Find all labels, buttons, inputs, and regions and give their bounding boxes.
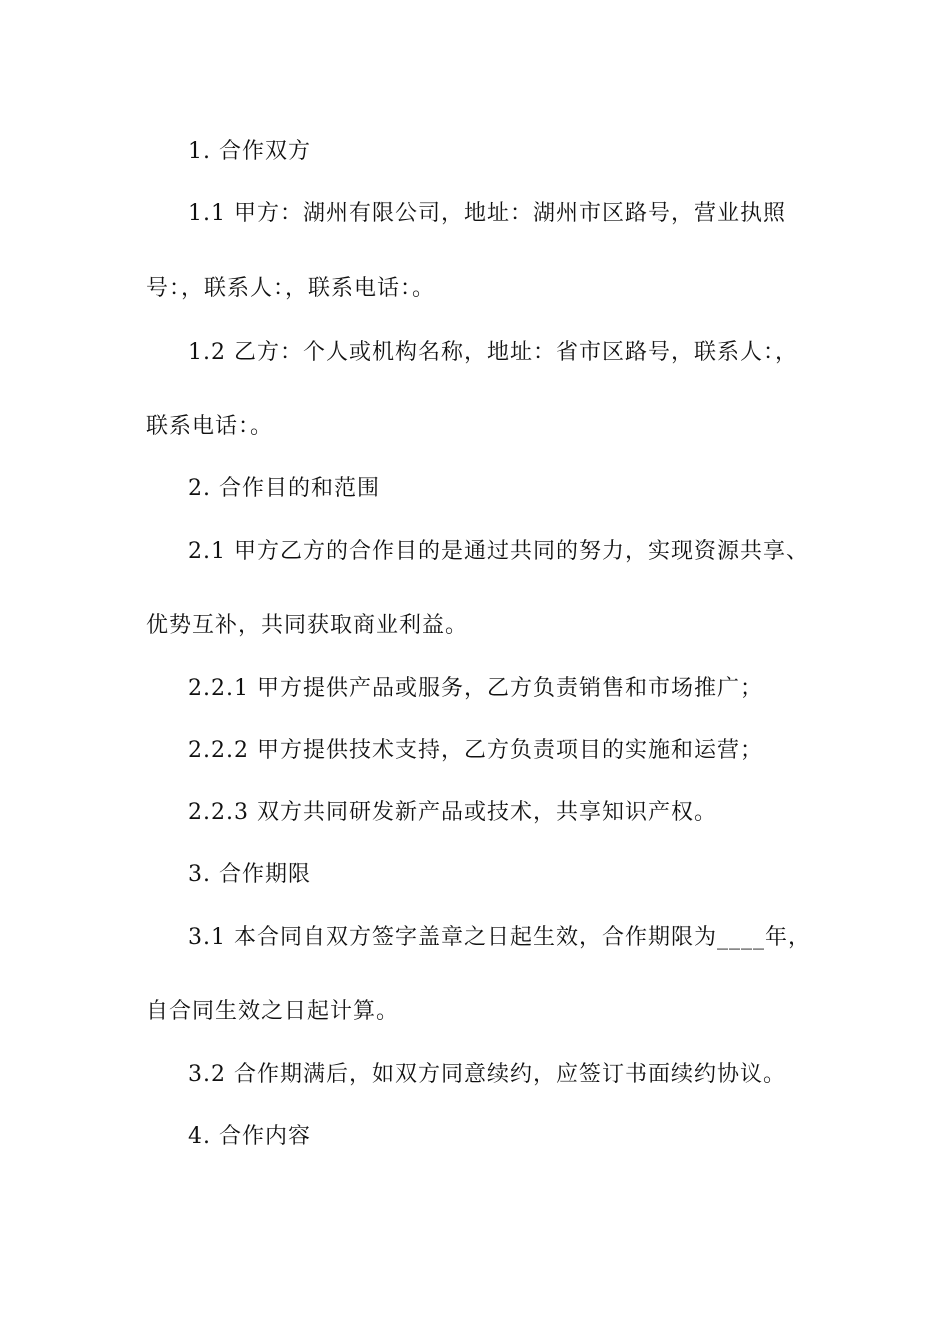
section-heading-3: 3. 合作期限 [188, 862, 311, 887]
paragraph-2-1-cont: 优势互补，共同获取商业利益。 [146, 613, 469, 638]
paragraph-2-1: 2.1 甲方乙方的合作目的是通过共同的努力，实现资源共享、 [188, 539, 809, 564]
paragraph-1-2: 1.2 乙方：个人或机构名称，地址：省市区路号，联系人：， [188, 340, 798, 365]
paragraph-3-1: 3.1 本合同自双方签字盖章之日起生效，合作期限为____年， [188, 925, 811, 950]
paragraph-3-2: 3.2 合作期满后，如双方同意续约，应签订书面续约协议。 [188, 1062, 786, 1087]
paragraph-1-1: 1.1 甲方：湖州有限公司，地址：湖州市区路号，营业执照 [188, 201, 786, 226]
section-heading-2: 2. 合作目的和范围 [188, 476, 380, 501]
paragraph-3-1-cont: 自合同生效之日起计算。 [146, 999, 400, 1024]
paragraph-1-1-cont: 号：，联系人：，联系电话：。 [146, 276, 436, 301]
paragraph-2-2-2: 2.2.2 甲方提供技术支持，乙方负责项目的实施和运营； [188, 738, 763, 763]
section-heading-4: 4. 合作内容 [188, 1124, 311, 1149]
paragraph-2-2-1: 2.2.1 甲方提供产品或服务，乙方负责销售和市场推广； [188, 676, 763, 701]
paragraph-2-2-3: 2.2.3 双方共同研发新产品或技术，共享知识产权。 [188, 800, 717, 825]
section-heading-1: 1. 合作双方 [188, 139, 311, 164]
paragraph-1-2-cont: 联系电话：。 [146, 414, 274, 439]
